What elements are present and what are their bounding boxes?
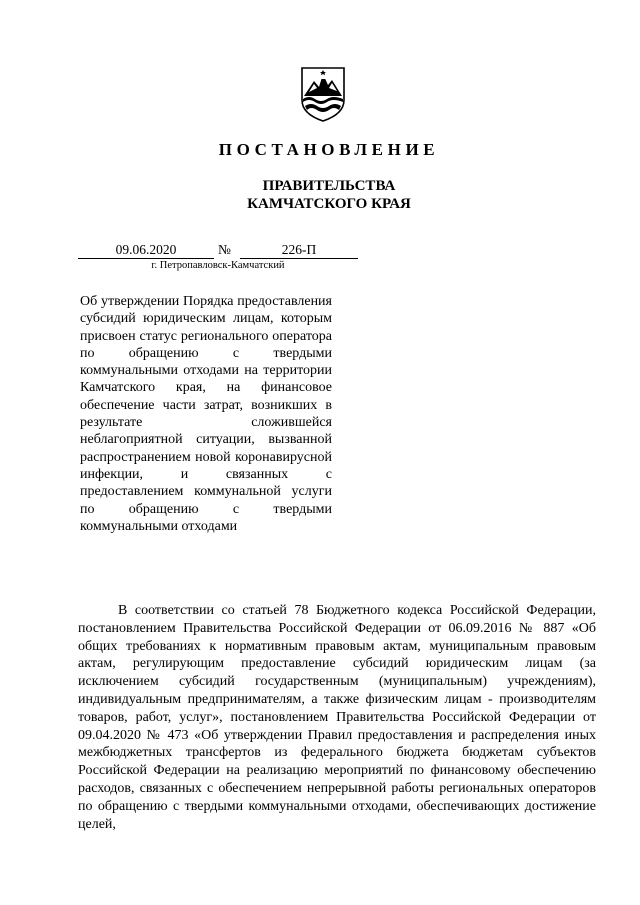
issuer-line-2: КАМЧАТСКОГО КРАЯ [247, 196, 411, 212]
body-paragraph: В соответствии со статьей 78 Бюджетного кодекса Российской Федерации, постановлением Правительства Российской Федерации от 06.09.2016 № 887 «Об общих требованиях к нормативным правовым актам, муниципальным правовым актам, регулирующим предоставление субсидий юридическим лицам (за исключением субсидий государственным (муниципальным) учреждениям), индивидуальным предпринимателям, а также физическим лицам - производителям товаров, работ, услуг», постановлением Правительства Российской Федерации от 09.04.2020 № 473 «Об утверждении Правил предоставления и распределения иных межбюджетных трансфертов из федерального бюджета бюджетам субъектов Российской Федерации на реализацию мероприятий по финансовому обеспечению расходов, связанных с обеспечением непрерывной работы региональных операторов по обращению с твердыми коммунальными отходами, обеспечивающих достижение целей, [78, 603, 596, 832]
number-sign: № [218, 242, 231, 257]
kamchatka-emblem-icon [299, 66, 347, 122]
document-date: 09.06.2020 [78, 242, 214, 259]
document-subject: Об утверждении Порядка предоставления субсидий юридическим лицам, которым присвоен статус регионального оператора по обращению с твердыми коммунальными отходами на территории Камчатского края, на финансовое обеспечение части затрат, возникших в результате сложившейся неблагоприятной ситуации, вызванной распространением новой коронавирусной инфекции, и связанных с предоставлением коммунальной услуги по обращению с твердыми коммунальными отходами [80, 294, 332, 534]
document-type-title: ПОСТАНОВЛЕНИЕ [218, 140, 440, 159]
document-number: 226-П [240, 242, 358, 259]
city-label: г. Петропавловск-Камчатский [151, 260, 285, 271]
issuer-line-1: ПРАВИТЕЛЬСТВА [262, 178, 396, 194]
